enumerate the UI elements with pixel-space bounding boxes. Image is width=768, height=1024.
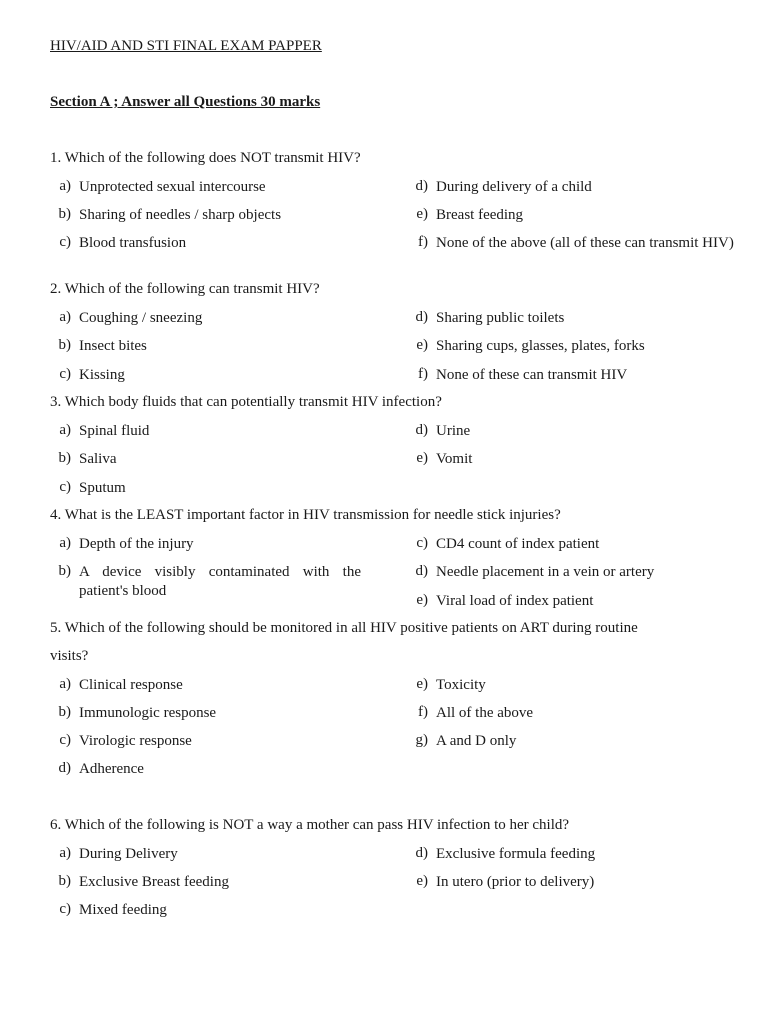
option-text: Sharing cups, glasses, plates, forks <box>436 338 645 354</box>
option-letter: f) <box>418 366 428 382</box>
q2-option-e <box>404 337 645 356</box>
q6-option-c <box>47 901 167 920</box>
option-text: A device visibly contaminated with the patient's blood <box>79 564 361 599</box>
question-5: 5. Which of the following should be monitored in all HIV positive patients on ART during routine <box>50 620 638 636</box>
q4-option-c <box>404 535 599 554</box>
question-1: 1. Which of the following does NOT transmit HIV? <box>50 150 361 166</box>
option-text: Exclusive formula feeding <box>436 846 596 862</box>
q6-option-a <box>47 845 178 864</box>
q5-option-a <box>47 676 183 695</box>
option-letter: b) <box>58 450 71 466</box>
option-letter: d) <box>415 422 428 438</box>
q3-option-a <box>47 422 149 441</box>
question-5-continued: visits? <box>50 648 89 664</box>
option-text: Exclusive Breast feeding <box>79 874 229 890</box>
q1-option-d <box>404 178 592 197</box>
option-text: CD4 count of index patient <box>436 536 600 552</box>
option-text: Virologic response <box>79 733 192 749</box>
question-2: 2. Which of the following can transmit HIV? <box>50 281 320 297</box>
option-text: Needle placement in a vein or artery <box>436 564 655 580</box>
option-text: During Delivery <box>79 846 178 862</box>
option-letter: c) <box>59 901 71 917</box>
q1-option-b <box>47 206 281 225</box>
option-letter: a) <box>59 676 71 692</box>
option-letter: f) <box>418 234 428 250</box>
option-letter: e) <box>416 873 428 889</box>
option-letter: e) <box>416 206 428 222</box>
q6-option-d <box>404 845 595 864</box>
option-letter: b) <box>58 873 71 889</box>
option-text: Immunologic response <box>79 705 217 721</box>
option-text: Sharing public toilets <box>436 310 565 326</box>
q1-option-c <box>47 234 186 253</box>
option-letter: a) <box>59 535 71 551</box>
q6-option-e <box>404 873 594 892</box>
q1-option-f <box>404 234 734 253</box>
q3-option-b <box>47 450 117 469</box>
option-letter: e) <box>416 592 428 608</box>
q6-option-b <box>47 873 229 892</box>
q5-option-b <box>47 704 216 723</box>
option-text: Saliva <box>79 451 117 467</box>
option-text: Kissing <box>79 367 125 383</box>
option-text: All of the above <box>436 705 534 721</box>
option-letter: c) <box>59 234 71 250</box>
option-letter: d) <box>415 309 428 325</box>
option-text: In utero (prior to delivery) <box>436 874 595 890</box>
q5-option-g <box>404 732 516 751</box>
option-text: Sharing of needles / sharp objects <box>79 207 282 223</box>
option-text: Urine <box>436 423 471 439</box>
option-text: Insect bites <box>79 338 147 354</box>
q2-option-d <box>404 309 564 328</box>
option-letter: d) <box>58 760 71 776</box>
q4-option-b <box>47 563 361 601</box>
q3-option-e <box>404 450 472 469</box>
option-letter: d) <box>415 178 428 194</box>
option-letter: d) <box>415 845 428 861</box>
option-letter: f) <box>418 704 428 720</box>
option-letter: b) <box>58 704 71 720</box>
option-text: Sputum <box>79 480 126 496</box>
q4-option-d <box>404 563 654 582</box>
question-3: 3. Which body fluids that can potentially transmit HIV infection? <box>50 394 442 410</box>
q3-option-d <box>404 422 470 441</box>
q5-option-e <box>404 676 486 695</box>
option-letter: e) <box>416 450 428 466</box>
option-text: Unprotected sexual intercourse <box>79 179 266 195</box>
option-letter: b) <box>58 206 71 222</box>
q3-option-c <box>47 479 126 498</box>
option-letter: a) <box>59 422 71 438</box>
q4-option-a <box>47 535 194 554</box>
option-letter: b) <box>58 563 71 579</box>
option-text: Depth of the injury <box>79 536 194 552</box>
option-text: Vomit <box>436 451 473 467</box>
option-letter: c) <box>59 479 71 495</box>
option-text: Coughing / sneezing <box>79 310 203 326</box>
option-letter: e) <box>416 676 428 692</box>
option-text: Toxicity <box>436 677 486 693</box>
option-letter: e) <box>416 337 428 353</box>
option-text: Mixed feeding <box>79 902 167 918</box>
option-text: Spinal fluid <box>79 423 150 439</box>
q2-option-c <box>47 366 125 385</box>
option-text: A and D only <box>436 733 517 749</box>
option-letter: d) <box>415 563 428 579</box>
option-text: Viral load of index patient <box>436 593 594 609</box>
q4-option-e <box>404 592 593 611</box>
q1-option-a <box>47 178 266 197</box>
option-text: None of the above (all of these can transmit HIV) <box>436 235 734 251</box>
q2-option-b <box>47 337 147 356</box>
option-text: Adherence <box>79 761 144 777</box>
option-text: Blood transfusion <box>79 235 187 251</box>
q5-option-f <box>404 704 533 723</box>
option-text: Clinical response <box>79 677 183 693</box>
option-text: None of these can transmit HIV <box>436 367 628 383</box>
option-letter: a) <box>59 845 71 861</box>
q5-option-d <box>47 760 144 779</box>
option-letter: g) <box>415 732 428 748</box>
option-letter: b) <box>58 337 71 353</box>
option-text: During delivery of a child <box>436 179 592 195</box>
option-letter: c) <box>416 535 428 551</box>
q5-option-c <box>47 732 192 751</box>
exam-title: HIV/AID AND STI FINAL EXAM PAPPER <box>50 38 322 54</box>
option-letter: a) <box>59 309 71 325</box>
question-6: 6. Which of the following is NOT a way a mother can pass HIV infection to her child? <box>50 817 570 833</box>
section-heading: Section A ; Answer all Questions 30 marks <box>50 94 321 110</box>
q2-option-f <box>404 366 627 385</box>
q2-option-a <box>47 309 202 328</box>
option-letter: c) <box>59 732 71 748</box>
option-letter: a) <box>59 178 71 194</box>
option-letter: c) <box>59 366 71 382</box>
q1-option-e <box>404 206 523 225</box>
option-text: Breast feeding <box>436 207 524 223</box>
question-4: 4. What is the LEAST important factor in HIV transmission for needle stick injuries? <box>50 507 561 523</box>
